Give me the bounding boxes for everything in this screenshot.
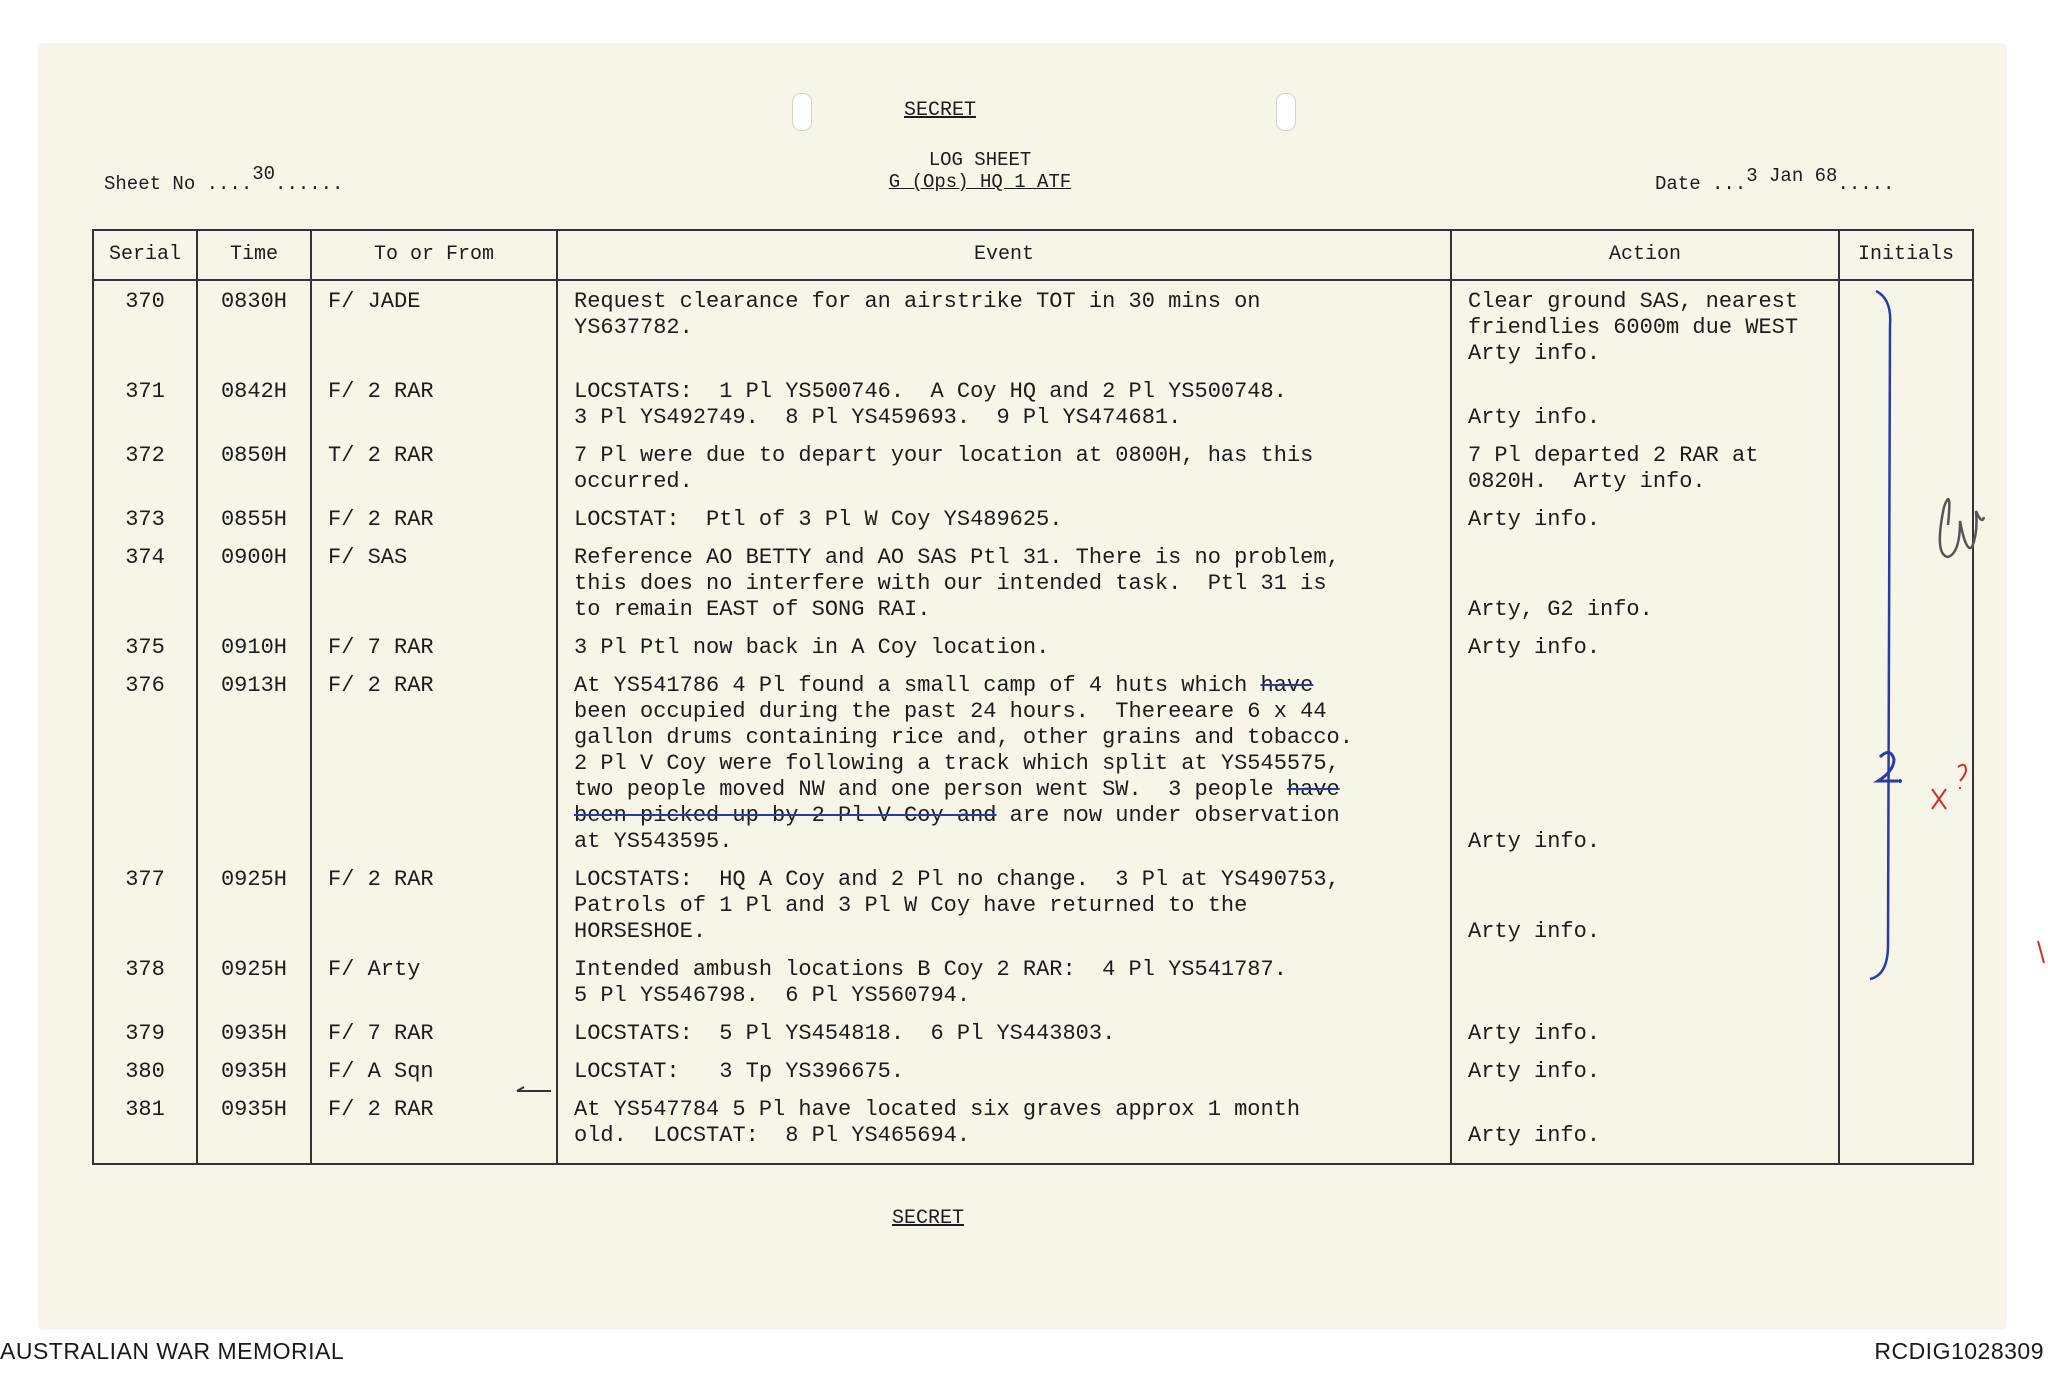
- sheet-number: [104, 163, 344, 195]
- log-table-header: [93, 230, 1973, 280]
- event-cell: [557, 499, 1451, 537]
- action-cell: [1451, 499, 1839, 537]
- red-tick-mark-icon: [2038, 941, 2044, 963]
- log-entry-row: [93, 859, 1973, 949]
- action-line: [1468, 803, 1832, 829]
- initials-cell: [1839, 1051, 1973, 1089]
- serial-cell: 371: [93, 371, 197, 435]
- event-cell: [557, 627, 1451, 665]
- event-line: been occupied during the past 24 hours. Thereeare 6 x 44: [574, 699, 1327, 724]
- event-line: YS637782.: [574, 315, 693, 340]
- event-line: two people moved NW and one person went SW. 3 people have: [574, 777, 1340, 802]
- to-from-cell: F/ JADE: [311, 280, 557, 371]
- time-cell: 0855H: [197, 499, 311, 537]
- log-entry-row: [93, 665, 1973, 859]
- action-line: [1468, 751, 1832, 777]
- log-entry-row: [93, 435, 1973, 499]
- action-cell: [1451, 1013, 1839, 1051]
- time-cell: 0842H: [197, 371, 311, 435]
- log-entry-row: [93, 280, 1973, 371]
- action-cell: [1451, 1051, 1839, 1089]
- to-from-cell: F/ 2 RAR: [311, 665, 557, 859]
- event-line: LOCSTATS: 1 Pl YS500746. A Coy HQ and 2 Pl YS500748.: [574, 379, 1287, 404]
- initials-cell: [1839, 859, 1973, 949]
- serial-cell: 372: [93, 435, 197, 499]
- action-line: Arty info.: [1468, 829, 1601, 854]
- action-line: Clear ground SAS, nearest: [1468, 289, 1799, 314]
- action-line: [1468, 957, 1832, 983]
- col-to-or-from: To or From: [311, 230, 557, 280]
- time-cell: 0850H: [197, 435, 311, 499]
- log-entry-row: [93, 499, 1973, 537]
- event-cell: [557, 665, 1451, 859]
- to-from-cell: F/ 2 RAR: [311, 1089, 557, 1164]
- date-label: Date ...: [1655, 173, 1747, 195]
- date-value: 3 Jan 68: [1746, 165, 1838, 187]
- date-dots: .....: [1837, 173, 1895, 195]
- to-from-cell: T/ 2 RAR: [311, 435, 557, 499]
- event-line: At YS541786 4 Pl found a small camp of 4 huts which have: [574, 673, 1314, 698]
- action-cell: [1451, 627, 1839, 665]
- col-event: Event: [557, 230, 1451, 280]
- action-line: Arty info.: [1468, 919, 1601, 944]
- title-line-1: LOG SHEET: [928, 149, 1032, 171]
- action-line: [1468, 571, 1832, 597]
- time-cell: 0935H: [197, 1013, 311, 1051]
- action-line: Arty info.: [1468, 1021, 1601, 1046]
- event-line: 5 Pl YS546798. 6 Pl YS560794.: [574, 983, 971, 1008]
- serial-cell: 375: [93, 627, 197, 665]
- event-line: 2 Pl V Coy were following a track which split at YS545575,: [574, 751, 1340, 776]
- action-line: [1468, 1097, 1832, 1123]
- event-cell: [557, 371, 1451, 435]
- initials-cell: [1839, 537, 1973, 627]
- event-line: Patrols of 1 Pl and 3 Pl W Coy have returned to the: [574, 893, 1248, 918]
- to-from-cell: F/ 2 RAR: [311, 371, 557, 435]
- action-line: [1468, 699, 1832, 725]
- serial-cell: 381: [93, 1089, 197, 1164]
- title-line-2: G (Ops) HQ 1 ATF: [888, 171, 1072, 193]
- sheet-no-value: 30: [252, 163, 276, 185]
- time-cell: 0925H: [197, 859, 311, 949]
- event-line: Reference AO BETTY and AO SAS Ptl 31. There is no problem,: [574, 545, 1340, 570]
- serial-cell: 376: [93, 665, 197, 859]
- initials-cell: [1839, 280, 1973, 371]
- initials-cell: [1839, 1089, 1973, 1164]
- serial-cell: 378: [93, 949, 197, 1013]
- time-cell: 0935H: [197, 1089, 311, 1164]
- punch-hole-right: [1276, 93, 1296, 131]
- action-line: [1468, 673, 1832, 699]
- action-line: Arty, G2 info.: [1468, 597, 1653, 622]
- to-from-cell: F/ A Sqn: [311, 1051, 557, 1089]
- event-cell: [557, 1051, 1451, 1089]
- action-line: [1468, 379, 1832, 405]
- log-entry-row: [93, 537, 1973, 627]
- action-line: 7 Pl departed 2 RAR at: [1468, 443, 1759, 468]
- footer-record-id: RCDIG1028309: [1874, 1338, 2044, 1364]
- to-from-cell: F/ 2 RAR: [311, 859, 557, 949]
- action-line: [1468, 867, 1832, 893]
- col-initials: Initials: [1839, 230, 1973, 280]
- event-line: HORSESHOE.: [574, 919, 707, 944]
- paper-sheet: [40, 45, 2005, 1328]
- initials-cell: [1839, 627, 1973, 665]
- action-line: Arty info.: [1468, 1123, 1601, 1148]
- to-from-cell: F/ Arty: [311, 949, 557, 1013]
- punch-hole-left: [792, 93, 812, 131]
- event-cell: [557, 1013, 1451, 1051]
- serial-cell: 377: [93, 859, 197, 949]
- event-line: LOCSTAT: Ptl of 3 Pl W Coy YS489625.: [574, 507, 1063, 532]
- action-line: [1468, 725, 1832, 751]
- serial-cell: 373: [93, 499, 197, 537]
- time-cell: 0913H: [197, 665, 311, 859]
- serial-cell: 370: [93, 280, 197, 371]
- action-cell: [1451, 371, 1839, 435]
- action-line: 0820H. Arty info.: [1468, 469, 1706, 494]
- log-sheet-title: [820, 149, 1140, 193]
- serial-cell: 380: [93, 1051, 197, 1089]
- event-line: Intended ambush locations B Coy 2 RAR: 4 Pl YS541787.: [574, 957, 1287, 982]
- initials-cell: [1839, 499, 1973, 537]
- to-from-cell: F/ SAS: [311, 537, 557, 627]
- action-line: Arty info.: [1468, 341, 1601, 366]
- action-line: Arty info.: [1468, 1059, 1601, 1084]
- event-cell: [557, 859, 1451, 949]
- time-cell: 0910H: [197, 627, 311, 665]
- log-entry-row: [93, 1051, 1973, 1089]
- action-cell: [1451, 537, 1839, 627]
- action-line: Arty info.: [1468, 507, 1601, 532]
- action-line: [1468, 545, 1832, 571]
- col-serial: Serial: [93, 230, 197, 280]
- event-line: been picked up by 2 Pl V Coy and are now under observation: [574, 803, 1340, 828]
- log-entry-row: [93, 1089, 1973, 1164]
- event-line: Request clearance for an airstrike TOT in 30 mins on: [574, 289, 1261, 314]
- event-cell: [557, 435, 1451, 499]
- initials-cell: [1839, 435, 1973, 499]
- classification-top: SECRET: [904, 99, 977, 122]
- event-line: 3 Pl YS492749. 8 Pl YS459693. 9 Pl YS474681.: [574, 405, 1182, 430]
- initials-cell: [1839, 371, 1973, 435]
- col-time: Time: [197, 230, 311, 280]
- to-from-cell: F/ 7 RAR: [311, 627, 557, 665]
- event-line: 3 Pl Ptl now back in A Coy location.: [574, 635, 1050, 660]
- sheet-date: [1655, 165, 1895, 195]
- event-line: old. LOCSTAT: 8 Pl YS465694.: [574, 1123, 971, 1148]
- action-cell: [1451, 859, 1839, 949]
- event-cell: [557, 280, 1451, 371]
- initials-cell: [1839, 1013, 1973, 1051]
- to-from-cell: F/ 2 RAR: [311, 499, 557, 537]
- action-cell: [1451, 1089, 1839, 1164]
- action-line: Arty info.: [1468, 635, 1601, 660]
- time-cell: 0935H: [197, 1051, 311, 1089]
- time-cell: 0925H: [197, 949, 311, 1013]
- sheet-no-dots: ......: [275, 173, 344, 195]
- action-line: [1468, 777, 1832, 803]
- log-table: [92, 229, 1974, 1165]
- event-line: to remain EAST of SONG RAI.: [574, 597, 931, 622]
- event-line: At YS547784 5 Pl have located six graves approx 1 month: [574, 1097, 1301, 1122]
- event-cell: [557, 537, 1451, 627]
- event-line: LOCSTATS: 5 Pl YS454818. 6 Pl YS443803.: [574, 1021, 1116, 1046]
- log-entry-row: [93, 949, 1973, 1013]
- classification-bottom: SECRET: [892, 1207, 965, 1230]
- event-line: LOCSTATS: HQ A Coy and 2 Pl no change. 3 Pl at YS490753,: [574, 867, 1340, 892]
- col-action: Action: [1451, 230, 1839, 280]
- time-cell: 0900H: [197, 537, 311, 627]
- event-line: LOCSTAT: 3 Tp YS396675.: [574, 1059, 905, 1084]
- to-from-cell: F/ 7 RAR: [311, 1013, 557, 1051]
- event-line: gallon drums containing rice and, other grains and tobacco.: [574, 725, 1353, 750]
- action-line: Arty info.: [1468, 405, 1601, 430]
- log-entry-row: [93, 627, 1973, 665]
- log-table-body: [93, 280, 1973, 1164]
- serial-cell: 374: [93, 537, 197, 627]
- event-cell: [557, 949, 1451, 1013]
- event-cell: [557, 1089, 1451, 1164]
- log-entry-row: [93, 1013, 1973, 1051]
- initials-cell: [1839, 949, 1973, 1013]
- sheet-no-label: Sheet No ....: [104, 173, 253, 195]
- action-line: friendlies 6000m due WEST: [1468, 315, 1799, 340]
- action-cell: [1451, 665, 1839, 859]
- footer-credit: AUSTRALIAN WAR MEMORIAL: [0, 1338, 345, 1364]
- action-cell: [1451, 280, 1839, 371]
- initials-cell: [1839, 665, 1973, 859]
- event-line: 7 Pl were due to depart your location at 0800H, has this: [574, 443, 1314, 468]
- event-line: occurred.: [574, 469, 693, 494]
- event-line: this does no interfere with our intended task. Ptl 31 is: [574, 571, 1327, 596]
- time-cell: 0830H: [197, 280, 311, 371]
- serial-cell: 379: [93, 1013, 197, 1051]
- action-cell: [1451, 435, 1839, 499]
- log-entry-row: [93, 371, 1973, 435]
- action-line: [1468, 893, 1832, 919]
- action-cell: [1451, 949, 1839, 1013]
- event-line: at YS543595.: [574, 829, 733, 854]
